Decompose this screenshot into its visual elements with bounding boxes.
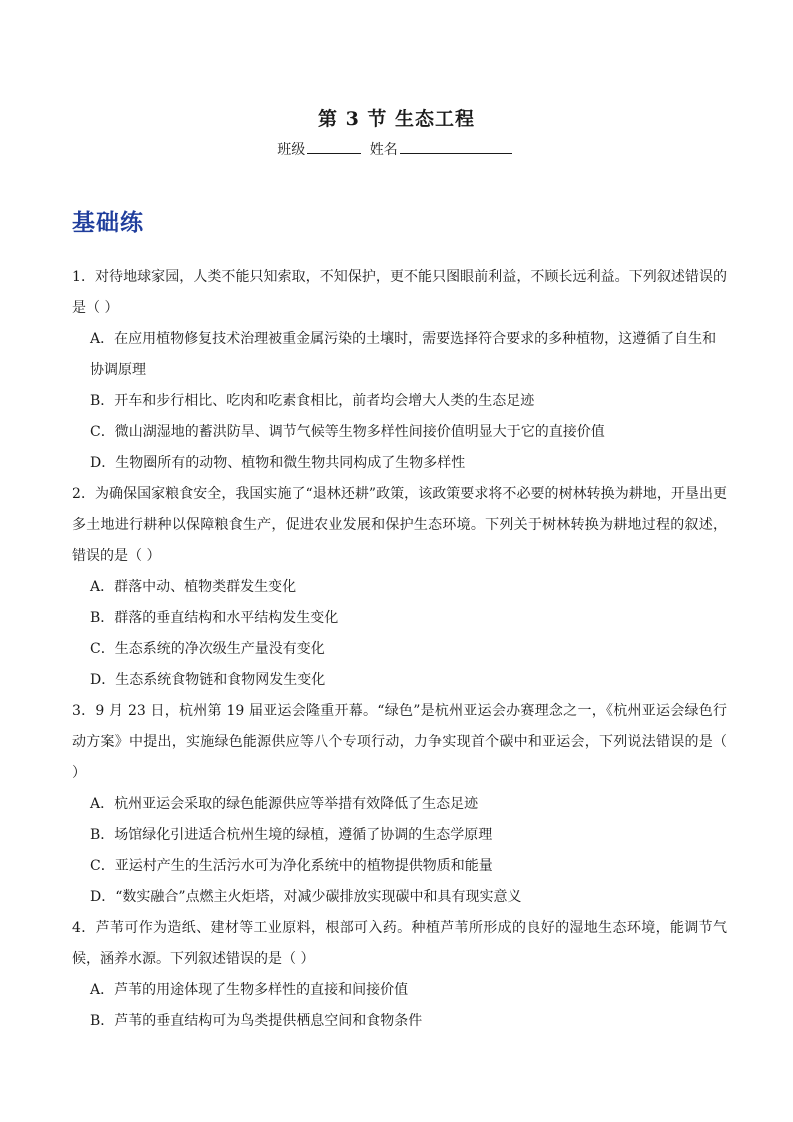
question-stem: 2．为确保国家粮食安全，我国实施了“退林还耕”政策，该政策要求将不必要的树林转换为耕地，开垦出更多土地进行耕种以保障粮食生产，促进农业发展和保护生态环境。下列关于树林转换为耕地过程的叙述，错误的是（ ） [72,486,727,564]
question [72,479,727,696]
question-stem: 1．对待地球家园，人类不能只知索取，不知保护，更不能只图眼前利益，不顾长远利益。下列叙述错误的是（ ） [72,269,727,316]
class-label: 班级 [277,142,306,158]
question-list [72,262,727,1037]
question-option: A．群落中动、植物类群发生变化 [90,579,297,595]
question-option: D．生态系统食物链和食物网发生变化 [90,672,326,688]
question-option: A．芦苇的用途体现了生物多样性的直接和间接价值 [90,982,409,998]
name-blank [400,141,512,154]
question-option: C．亚运村产生的生活污水可为净化系统中的植物提供物质和能量 [90,858,493,874]
question-option: D．生物圈所有的动物、植物和微生物共同构成了生物多样性 [90,455,466,471]
question-option: B．芦苇的垂直结构可为鸟类提供栖息空间和食物条件 [90,1013,423,1029]
question [72,262,727,479]
question-option: B．场馆绿化引进适合杭州生境的绿植，遵循了协调的生态学原理 [90,827,493,843]
question-option: C．微山湖湿地的蓄洪防旱、调节气候等生物多样性间接价值明显大于它的直接价值 [90,424,605,440]
section-title: 基础练 [72,209,144,236]
question-option: C．生态系统的净次级生产量没有变化 [90,641,325,657]
question-stem: 4．芦苇可作为造纸、建材等工业原料，根部可入药。种植芦苇所形成的良好的湿地生态环境，能调节气候，涵养水源。下列叙述错误的是（ ） [72,920,727,967]
question-option: B．开车和步行相比、吃肉和吃素食相比，前者均会增大人类的生态足迹 [90,393,535,409]
question-option: B．群落的垂直结构和水平结构发生变化 [90,610,339,626]
question [72,696,727,913]
question-stem: 3．9 月 23 日，杭州第 19 届亚运会隆重开幕。“绿色”是杭州亚运会办赛理念之一，《杭州亚运会绿色行动方案》中提出，实施绿色能源供应等八个专项行动，力争实现首个碳中和亚运会，下列说法错误的是（ ） [72,703,727,781]
question-option: A．杭州亚运会采取的绿色能源供应等举措有效降低了生态足迹 [90,796,479,812]
name-label: 姓名 [369,142,398,158]
question [72,913,727,1037]
class-blank [307,141,361,154]
page-title: 第 3 节 生态工程 [317,108,476,130]
question-option: D．“数实融合”点燃主火炬塔，对减少碳排放实现碳中和具有现实意义 [90,889,522,905]
question-option: A．在应用植物修复技术治理被重金属污染的土壤时，需要选择符合要求的多种植物，这遵循了自生和协调原理 [90,331,717,378]
class-name-line [0,139,793,159]
